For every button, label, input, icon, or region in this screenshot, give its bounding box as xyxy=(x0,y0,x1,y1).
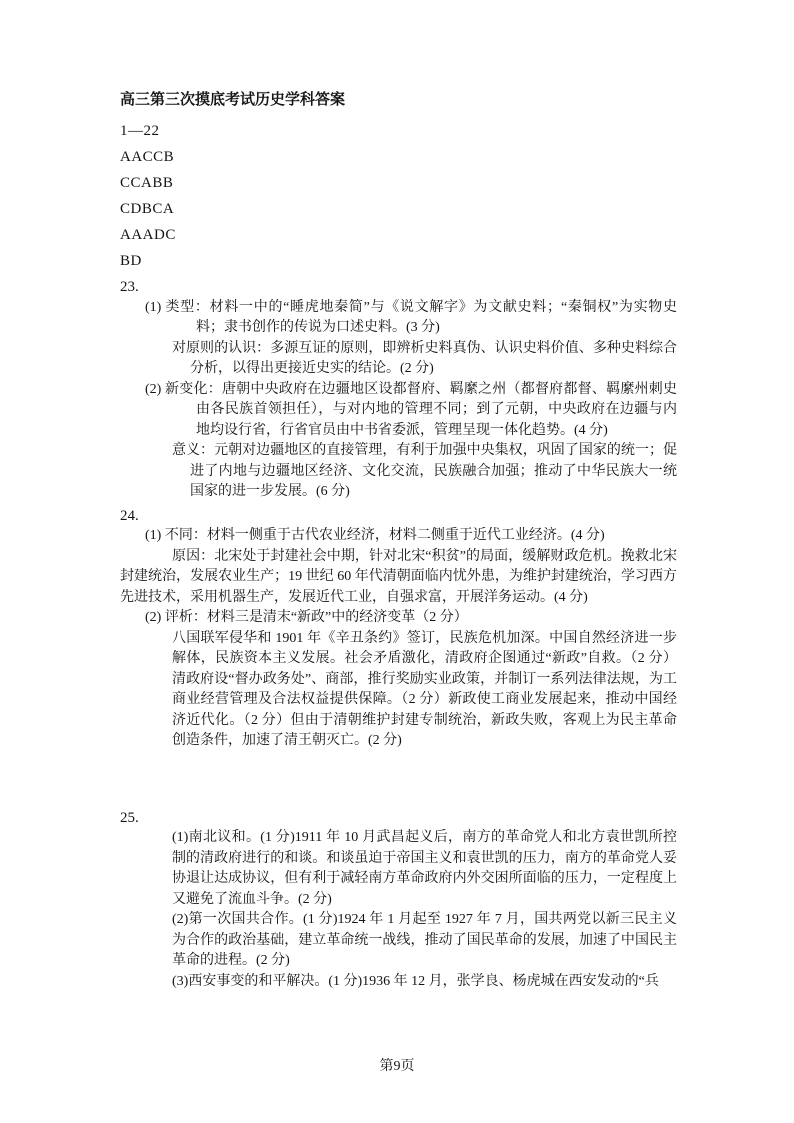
question-24-answer-block xyxy=(120,506,677,752)
question-23-number: 23. xyxy=(120,279,139,295)
answer-key-range: 1—22 xyxy=(120,123,160,139)
answer-key-line-1: AACCB xyxy=(120,149,175,165)
answer-key-line-2: CCABB xyxy=(120,175,174,191)
q23-part1-types-answer: (1) 类型：材料一中的“睡虎地秦简”与《说文解字》为文献史料；“秦铜权”为实物史料；隶书创作的传说为口述史料。(3 分) xyxy=(145,299,677,335)
q24-part2-analysis-body: 八国联军侵华和 1901 年《辛丑条约》签订，民族危机加深。中国自然经济进一步解体，民族资本主义发展。社会矛盾激化，清政府企图通过“新政”自救。（2 分）清政府设“督办政务处”、商部，推行奖励实业政策，并制订一系列法律法规，为工商业经营管理及合法权益提供保障。（2 分）新政使工商业发展起来，推动中国经济近代化。（2 分）但由于清朝维护封建专制统治，新政失败，客观上为民主革命创造条件，加速了清王朝灭亡。(2 分) xyxy=(172,630,677,748)
q25-item1-answer: (1)南北议和。(1 分)1911 年 10 月武昌起义后，南方的革命党人和北方袁世凯所控制的清政府进行的和谈。和谈虽迫于帝国主义和袁世凯的压力，南方的革命党人妥协退让达成协议，但有利于减轻南方革命政府内外交困所面临的压力，一定程度上又避免了流血斗争。(2 分) xyxy=(172,830,677,907)
answer-key-block xyxy=(120,118,677,274)
q23-part2-significance-answer: 意义：元朝对边疆地区的直接管理，有利于加强中央集权，巩固了国家的统一；促进了内地与边疆地区经济、文化交流，民族融合加强；推动了中华民族大一统国家的进一步发展。(6 分) xyxy=(172,443,677,499)
question-25-number: 25. xyxy=(120,809,139,826)
q24-part1-difference-answer: (1) 不同：材料一侧重于古代农业经济，材料二侧重于近代工业经济。(4 分) xyxy=(145,528,605,543)
page-number-footer: 第9页 xyxy=(379,1059,415,1074)
q23-part1-principles-answer: 对原则的认识：多源互证的原则，即辨析史料真伪、认识史料价值、多种史料综合分析，以得出更接近史实的结论。(2 分) xyxy=(172,340,677,376)
answer-key-line-5: BD xyxy=(120,253,142,269)
answer-key-line-3: CDBCA xyxy=(120,201,175,217)
q23-part2-changes-answer: (2) 新变化：唐朝中央政府在边疆地区设都督府、羁縻之州（都督府都督、羁縻州刺史由各民族首领担任），与对内地的管理不同；到了元朝，中央政府在边疆与内地均设行省，行省官员由中书省委派，管理呈现一体化趋势。(4 分) xyxy=(145,381,677,438)
question-25-answer-block xyxy=(120,808,677,993)
q24-part1-reasons-answer: 原因：北宋处于封建社会中期，针对北宋“积贫”的局面，缓解财政危机。挽救北宋封建统治，发展农业生产；19 世纪 60 年代清朝面临内忧外患，为维护封建统治，学习西方先进技术，采用机器生产，发展近代工业，自强求富，开展洋务运动。(4 分) xyxy=(120,548,677,605)
q25-item3-answer: (3)西安事变的和平解决。(1 分)1936 年 12 月，张学良、杨虎城在西安发动的“兵 xyxy=(172,973,659,989)
answer-sheet-content xyxy=(120,90,677,992)
q25-item2-answer: (2)第一次国共合作。(1 分)1924 年 1 月起至 1927 年 7 月，国共两党以新三民主义为合作的政治基础，建立革命统一战线，推动了国民革命的发展，加速了中国民主革命的进程。(2 分) xyxy=(172,912,677,968)
question-23-answer-block xyxy=(120,277,677,503)
answer-key-line-4: AAADC xyxy=(120,227,176,243)
question-24-number: 24. xyxy=(120,507,139,524)
q24-part2-analysis-lead: (2) 评析：材料三是清末“新政”中的经济变革（2 分） xyxy=(145,610,468,625)
document-title: 高三第三次摸底考试历史学科答案 xyxy=(120,92,346,108)
